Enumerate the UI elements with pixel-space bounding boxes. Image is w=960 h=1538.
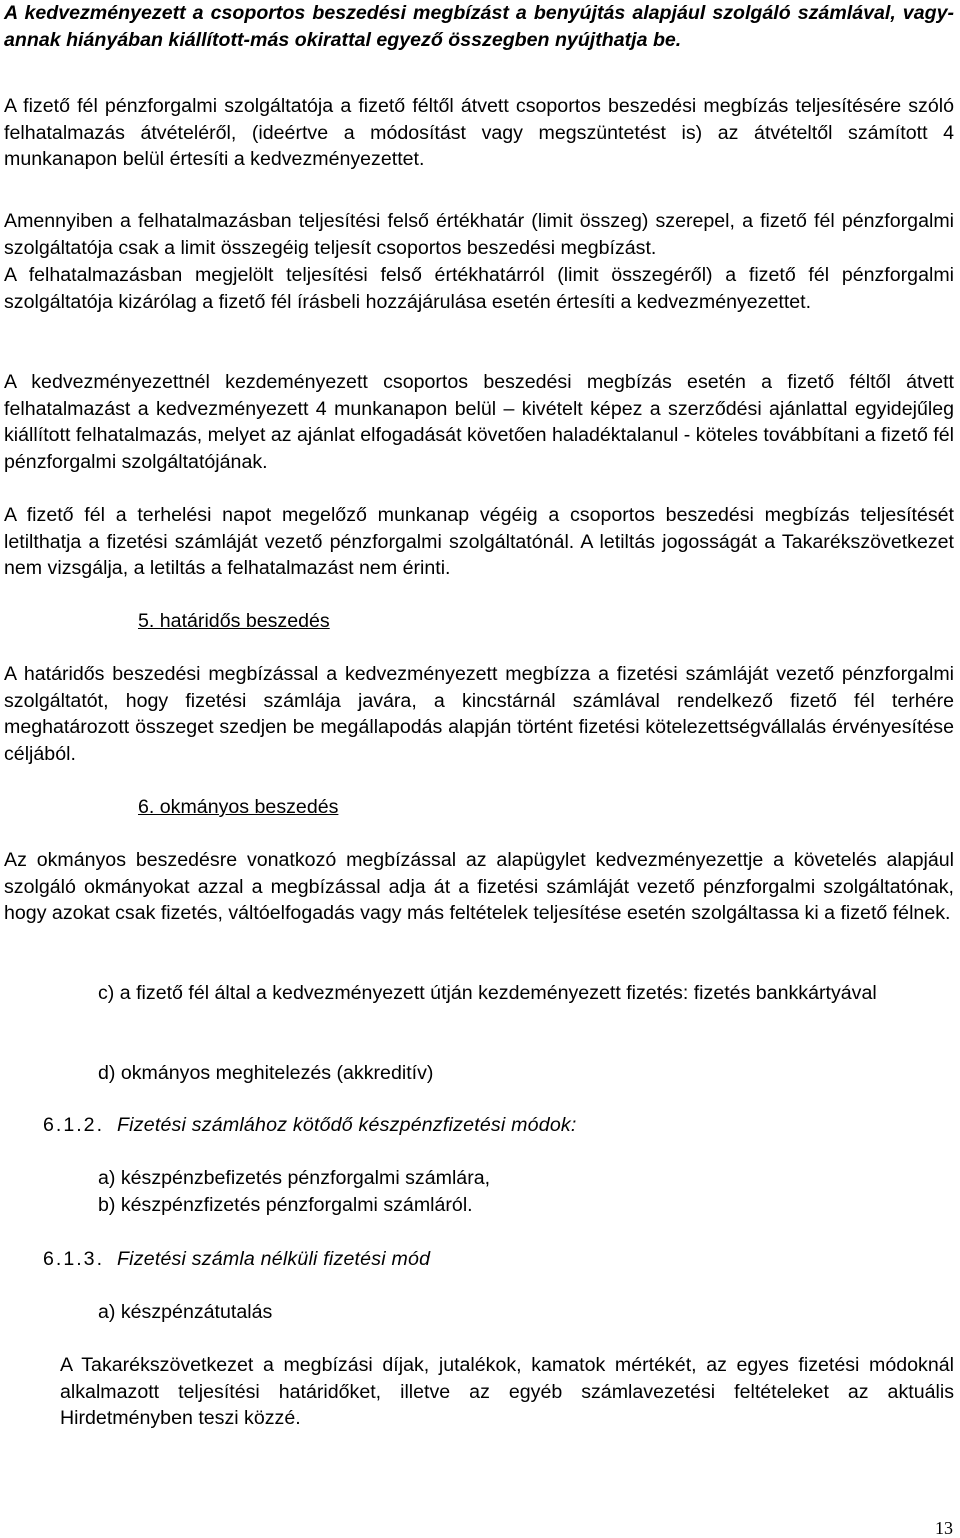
list-item-card-payment: c) a fizető fél által a kedvezményezett útján kezdeményezett fizetés: fizetés bankkártyával [98,982,877,1004]
heading-document-collection: 6. okmányos beszedés [138,796,339,818]
list-item-cash-transfer: a) készpénzátutalás [98,1301,273,1323]
paragraph-document-collection: Az okmányos beszedésre vonatkozó megbízással az alapügylet kedvezményezettje a követelés alapjául szolgáló okmányokat azzal a megbízással adja át a fizetési számláját vezető pénzforgalmi szolgáltatónak, hogy azokat csak fizetés, váltóelfogadás vagy más feltételek teljesítése esetén szolgáltassa ki a fizető félnek. [4,849,954,925]
paragraph-notification: A fizető fél pénzforgalmi szolgáltatója a fizető féltől átvett csoportos beszedési megbízás teljesítésére szóló felhatalmazás átvételéről, (ideértve a módosítást vagy megszüntetést is) az átvételtől számított 4 munkanapon belül értesíti a kedvezményezettet. [4,95,954,171]
intro-paragraph: A kedvezményezett a csoportos beszedési megbízást a benyújtás alapjául szolgáló számlával, vagy-annak hiányában kiállított-más okirattal egyező összegben nyújthatja be. [4,2,954,51]
list-item-cash-deposit: a) készpénzbefizetés pénzforgalmi számlára, [98,1167,491,1189]
heading-term-collection: 5. határidős beszedés [138,610,330,632]
paragraph-blocking: A fizető fél a terhelési napot megelőző munkanap végéig a csoportos beszedési megbízás teljesítését letilthatja a fizetési számláját vezető pénzforgalmi szolgáltatónál. A letiltás jogosságát a Takarékszövetkezet nem vizsgálja, a letiltás a felhatalmazást nem érinti. [4,504,954,580]
subheading-no-account-payment [43,1246,430,1273]
list-item-letter-of-credit: d) okmányos meghitelezés (akkreditív) [98,1062,434,1084]
page-number: 13 [935,1518,953,1538]
subheading-cash-payment-methods [43,1112,577,1139]
section-title: Fizetési számlához kötődő készpénzfizetési módok: [117,1114,577,1136]
list-item-cash-withdrawal: b) készpénzfizetés pénzforgalmi számláról. [98,1194,473,1216]
section-number: 6.1.2. [43,1114,105,1136]
paragraph-term-collection: A határidős beszedési megbízással a kedvezményezett megbízza a fizetési számláját vezető pénzforgalmi szolgáltatót, hogy fizetési számlája javára, a kincstárnál számlával rendelkező fizető fél terhére meghatározott összeget szedjen be megállapodás alapján történt fizetési kötelezettségvállalás érvényesítése céljából. [4,663,954,765]
section-number: 6.1.3. [43,1248,105,1270]
paragraph-announcement: A Takarékszövetkezet a megbízási díjak, jutalékok, kamatok mértékét, az egyes fizetési módoknál alkalmazott teljesítési határidőket, illetve az egyéb számlavezetési feltételeket az aktuális Hirdetményben teszi közzé. [60,1354,954,1430]
paragraph-limit-notice: A felhatalmazásban megjelölt teljesítési felső értékhatárról (limit összegéről) a fizető fél pénzforgalmi szolgáltatója kizárólag a fizető fél írásbeli hozzájárulása esetén értesíti a kedvezményezettet. [4,264,954,313]
paragraph-limit: Amennyiben a felhatalmazásban teljesítési felső értékhatár (limit összeg) szerepel, a fizető fél pénzforgalmi szolgáltatója csak a limit összegéig teljesít csoportos beszedési megbízást. [4,210,954,259]
section-title: Fizetési számla nélküli fizetési mód [117,1248,431,1270]
paragraph-forwarding: A kedvezményezettnél kezdeményezett csoportos beszedési megbízás esetén a fizető féltől átvett felhatalmazást a kedvezményezett 4 munkanapon belül – kivételt képez a szerződési ajánlattal egyidejűleg kiállított felhatalmazás, melyet az ajánlat elfogadását követően haladéktalanul - köteles továbbítani a fizető fél pénzforgalmi szolgáltatójának. [4,371,954,473]
